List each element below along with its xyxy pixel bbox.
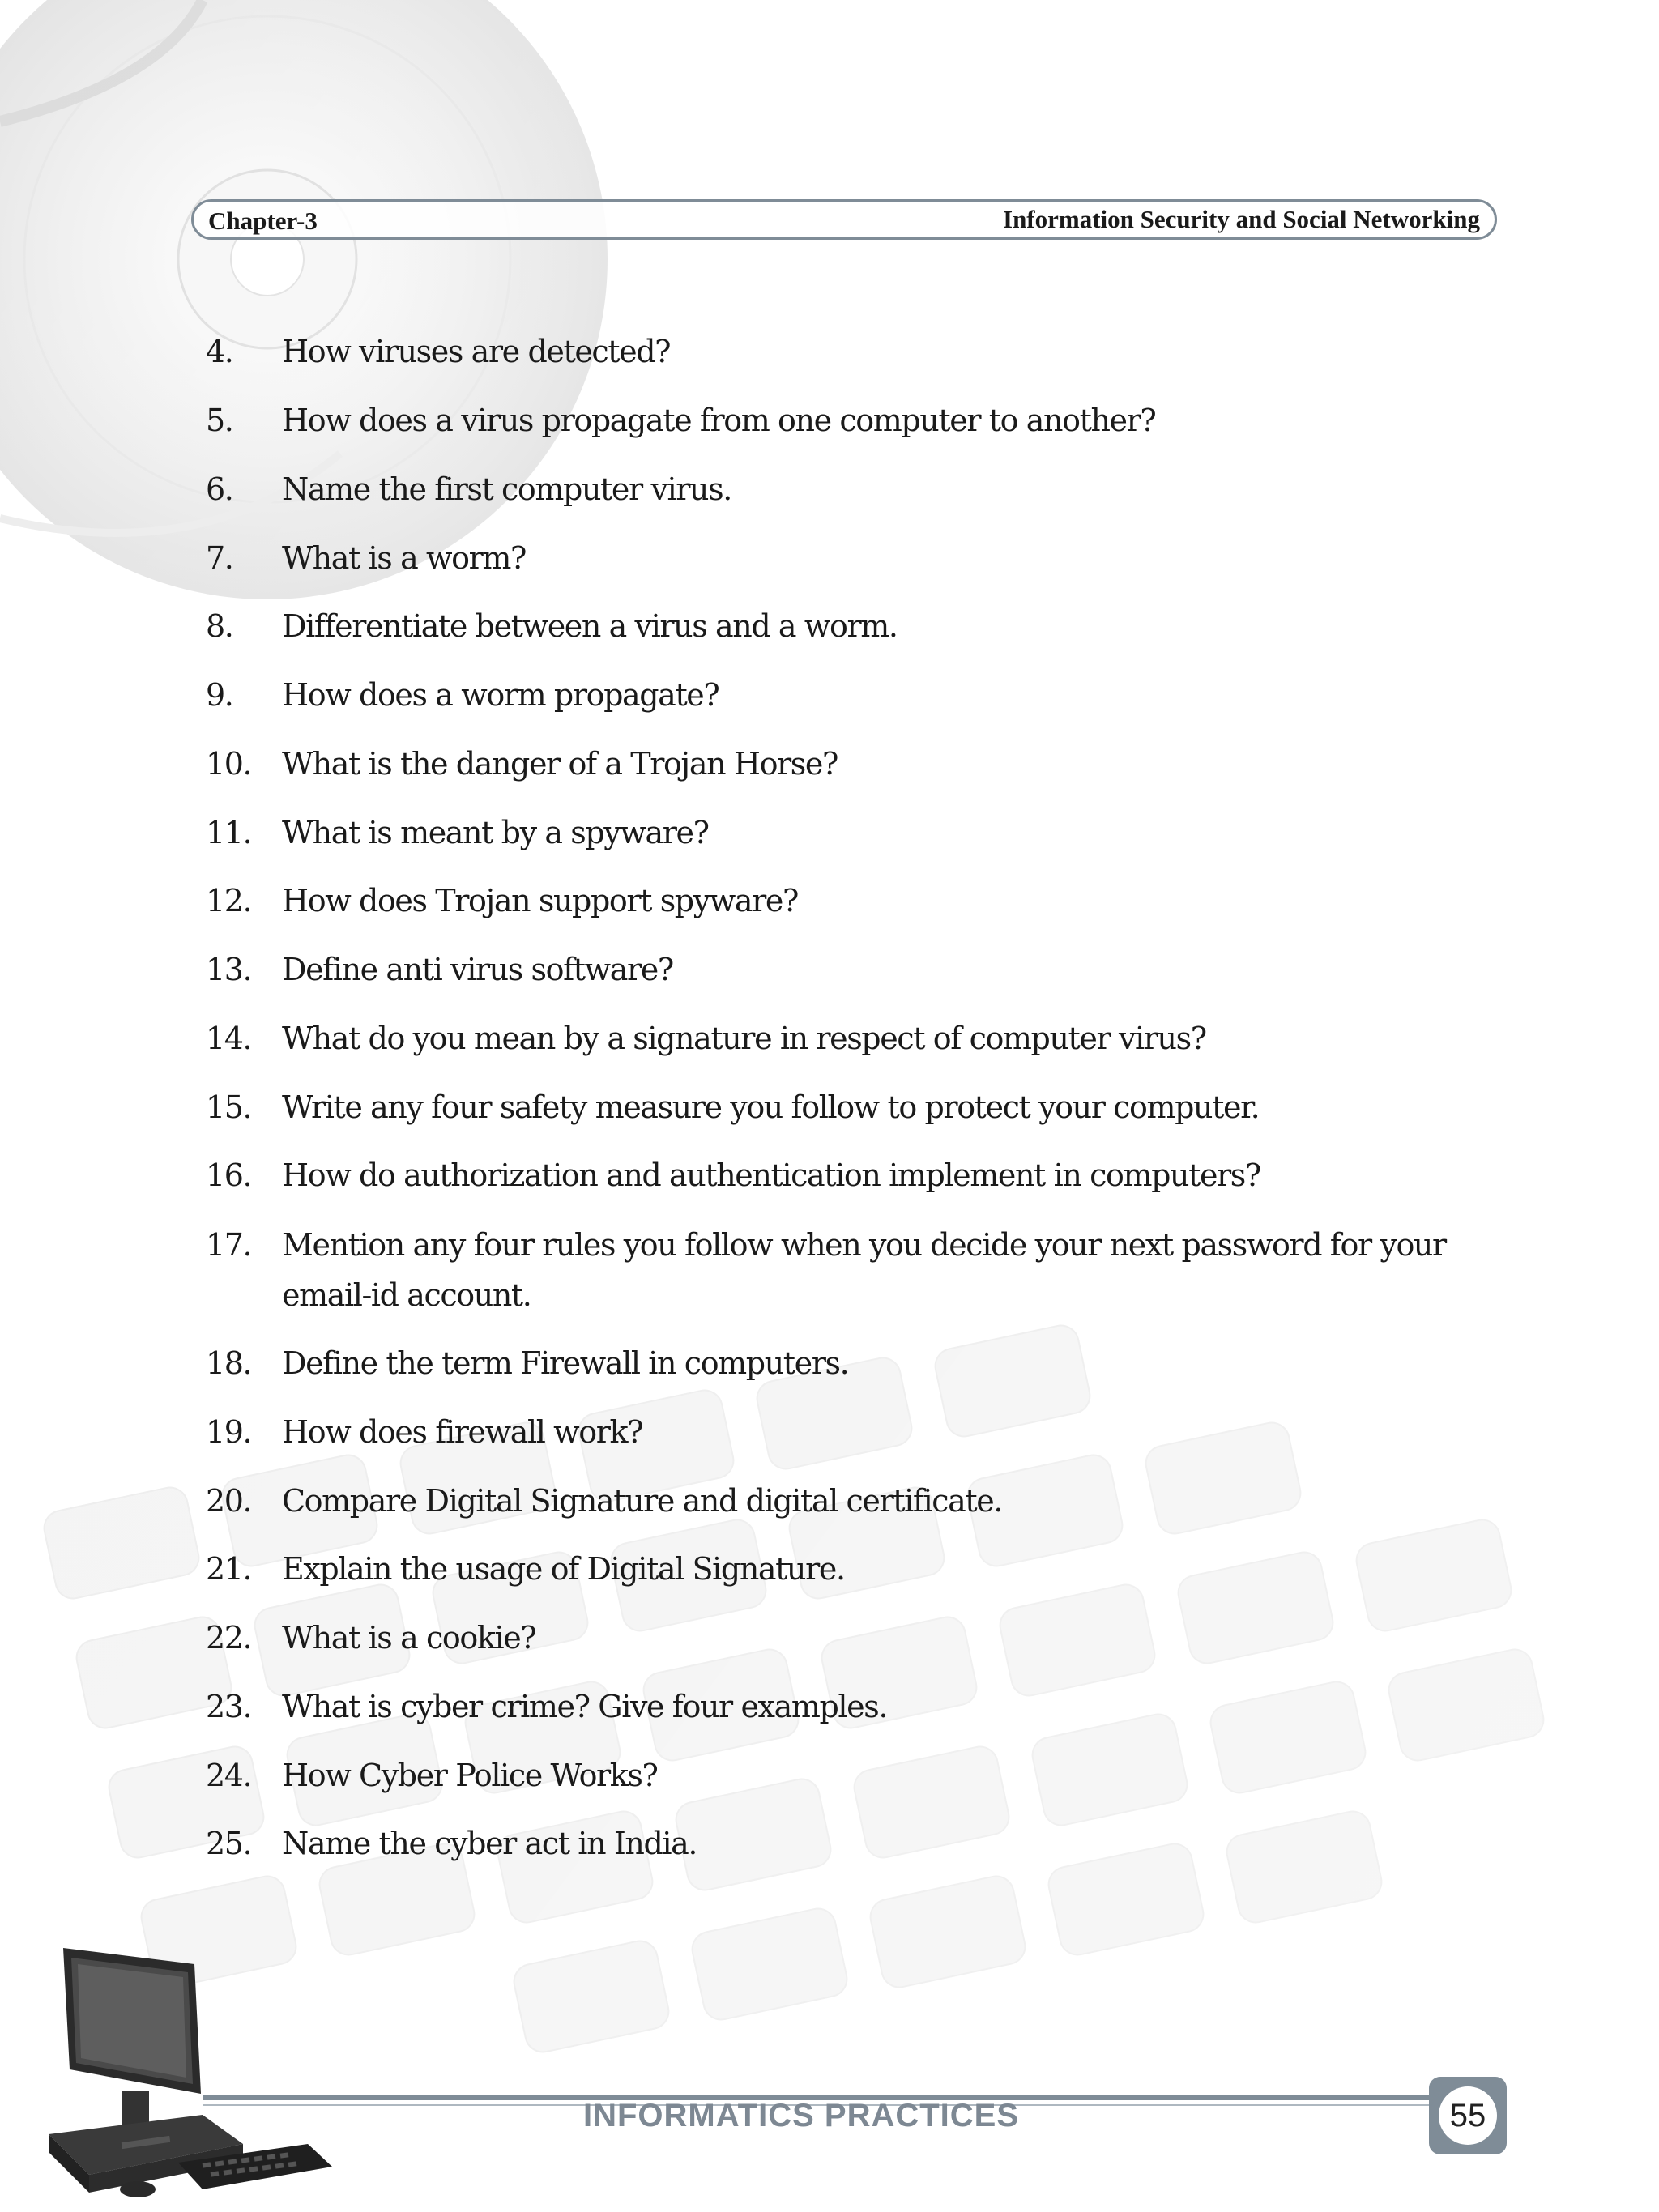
question-number: 21.: [206, 1551, 252, 1587]
question-text: Define anti virus software?: [282, 952, 673, 987]
question-number: 14.: [206, 1021, 252, 1056]
question-text: Name the cyber act in India.: [282, 1826, 697, 1861]
question-number: 24.: [206, 1758, 252, 1793]
question-number: 22.: [206, 1620, 252, 1656]
question-number: 6.: [206, 471, 233, 507]
question-number: 23.: [206, 1689, 252, 1724]
question-number: 13.: [206, 952, 252, 987]
question-text: What is cyber crime? Give four examples.: [282, 1689, 888, 1724]
question-number: 16.: [206, 1157, 252, 1193]
question-number: 8.: [206, 608, 233, 644]
question-number: 19.: [206, 1414, 252, 1450]
question-text: Name the first computer virus.: [282, 471, 731, 507]
question-number: 10.: [206, 746, 252, 782]
question-text: How does a virus propagate from one computer to another?: [282, 403, 1156, 438]
section-title: Information Security and Social Networking: [1003, 205, 1480, 233]
question-number: 15.: [206, 1089, 252, 1125]
question-number: 4.: [206, 334, 233, 369]
question-text: What is the danger of a Trojan Horse?: [282, 746, 838, 782]
question-text: How viruses are detected?: [282, 334, 671, 369]
chapter-header: [191, 199, 1497, 240]
question-text: What is meant by a spyware?: [282, 815, 709, 850]
question-number: 20.: [206, 1483, 252, 1519]
page-number: 55: [1439, 2086, 1497, 2145]
question-text: Define the term Firewall in computers.: [282, 1345, 849, 1381]
question-text: How does a worm propagate?: [282, 677, 719, 713]
computer-illustration: [41, 1932, 348, 2199]
question-text: What is a cookie?: [282, 1620, 536, 1656]
question-number: 7.: [206, 540, 233, 576]
question-text: Explain the usage of Digital Signature.: [282, 1551, 845, 1587]
question-text: Compare Digital Signature and digital certificate.: [282, 1483, 1003, 1519]
question-text: Write any four safety measure you follow to protect your computer.: [282, 1089, 1260, 1125]
question-text: What do you mean by a signature in respect of computer virus?: [282, 1021, 1206, 1056]
question-text: Differentiate between a virus and a worm.: [282, 608, 898, 644]
question-text: How do authorization and authentication implement in computers?: [282, 1157, 1260, 1193]
question-number: 18.: [206, 1345, 252, 1381]
question-text: How does firewall work?: [282, 1414, 643, 1450]
question-text: Mention any four rules you follow when you decide your next password for your email-id account.: [282, 1227, 1446, 1313]
question-number: 5.: [206, 403, 233, 438]
question-text: How Cyber Police Works?: [282, 1758, 658, 1793]
page-number-badge: [1429, 2077, 1507, 2154]
chapter-label: Chapter-3: [208, 207, 318, 235]
question-number: 11.: [206, 815, 252, 850]
question-text: What is a worm?: [282, 540, 526, 576]
question-text: How does Trojan support spyware?: [282, 883, 798, 918]
question-number: 25.: [206, 1826, 252, 1861]
question-number: 9.: [206, 677, 233, 713]
question-number: 17.: [206, 1227, 252, 1263]
footer-title: INFORMATICS PRACTICES: [583, 2098, 1020, 2133]
question-number: 12.: [206, 883, 252, 918]
